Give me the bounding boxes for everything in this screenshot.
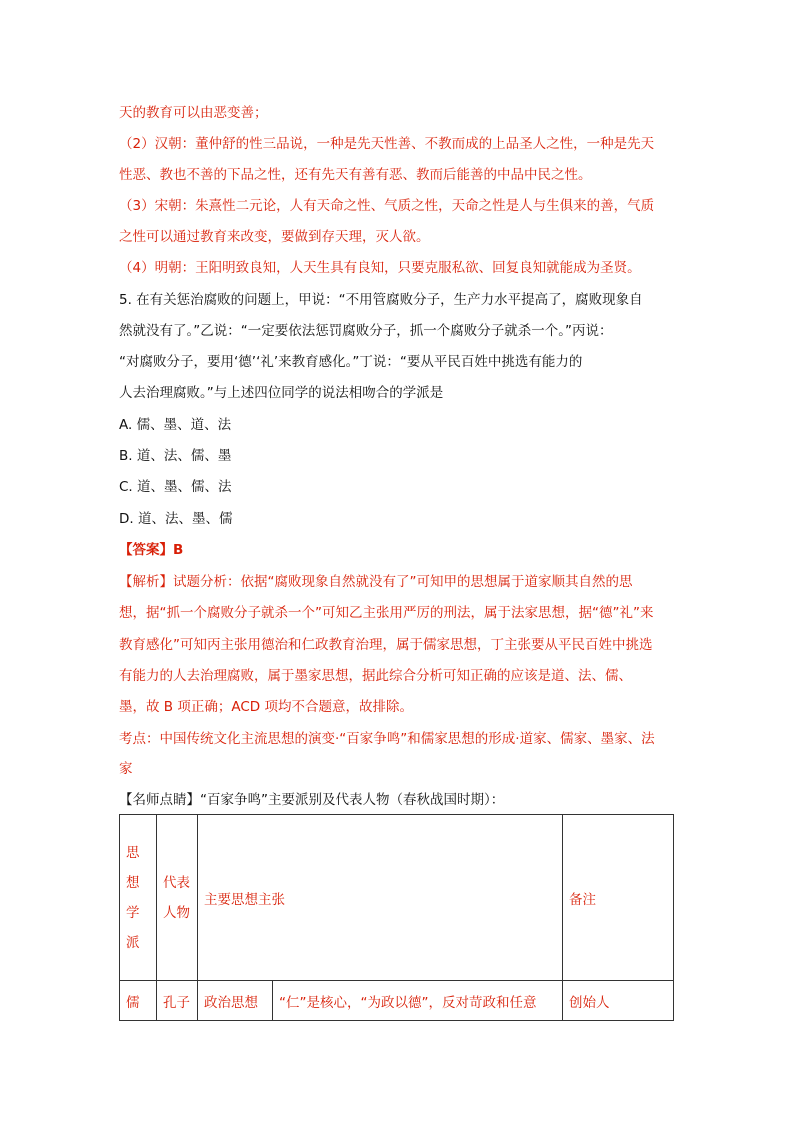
header-note: 备注	[563, 815, 674, 981]
table-row	[120, 981, 674, 1021]
text-line: 墨，故 B 项正确；ACD 项均不合题意，故排除。	[119, 699, 413, 715]
cell-category: 政治思想	[198, 981, 273, 1021]
text-line: 【解析】试题分析：依据“腐败现象自然就没有了”可知甲的思想属于道家顺其自然的思	[119, 574, 633, 590]
header-school-char: 想	[126, 874, 140, 891]
text-line: 教育感化”可知丙主张用德治和仁政教育治理，属于儒家思想，丁主张要从平民百姓中挑选	[119, 637, 653, 653]
header-rep-line: 代表	[163, 874, 190, 891]
text-line: 人去治理腐败。”与上述四位同学的说法相吻合的学派是	[119, 385, 444, 401]
text-line: B. 道、法、儒、墨	[119, 448, 232, 464]
header-representative	[157, 815, 198, 981]
header-school-char: 派	[126, 934, 140, 951]
text-line: C. 道、墨、儒、法	[119, 479, 232, 495]
text-line: D. 道、法、墨、儒	[119, 511, 233, 527]
text-line: 【名师点睛】“百家争鸣”主要派别及代表人物（春秋战国时期）：	[119, 792, 505, 808]
header-school-char: 学	[126, 904, 140, 921]
header-school-char: 思	[126, 844, 140, 861]
text-line: 5. 在有关惩治腐败的问题上，甲说：“不用管腐败分子，生产力水平提高了，腐败现象自	[119, 292, 643, 308]
text-line: 之性可以通过教育来改变，要做到存天理，灭人欲。	[119, 229, 430, 245]
text-line: （3）宋朝：朱熹性二元论，人有天命之性、气质之性，天命之性是人与生俱来的善，气质	[119, 198, 655, 214]
cell-note: 创始人	[563, 981, 674, 1021]
text-line: 家	[119, 761, 133, 777]
text-line: （2）汉朝：董仲舒的性三品说，一种是先天性善、不教而成的上品圣人之性，一种是先天	[119, 136, 655, 152]
text-line: “对腐败分子，要用‘德’‘礼’来教育感化。”丁说：“要从平民百姓中挑选有能力的	[119, 354, 583, 370]
text-line: 性恶、教也不善的下品之性，还有先天有善有恶、教而后能善的中品中民之性。	[119, 167, 592, 183]
cell-school: 儒	[120, 981, 157, 1021]
table-header-row	[120, 815, 674, 981]
header-main-ideas: 主要思想主张	[198, 815, 563, 981]
text-line: 想，据“抓一个腐败分子就杀一个”可知乙主张用严厉的刑法，属于法家思想，据“德”礼”来	[119, 605, 654, 621]
cell-content: “仁”是核心，“为政以德”，反对苛政和任意	[273, 981, 563, 1021]
cell-representative: 孔子	[157, 981, 198, 1021]
text-line: A. 儒、墨、道、法	[119, 417, 232, 433]
header-school	[120, 815, 157, 981]
text-line: 天的教育可以由恶变善；	[119, 105, 268, 121]
text-line: 【答案】B	[119, 542, 184, 558]
text-line: 然就没有了。”乙说：“一定要依法惩罚腐败分子，抓一个腐败分子就杀一个。”丙说：	[119, 323, 613, 339]
header-rep-line: 人物	[163, 904, 190, 921]
text-line: 有能力的人去治理腐败，属于墨家思想，据此综合分析可知正确的应该是道、法、儒、	[119, 668, 632, 684]
text-line: 考点：中国传统文化主流思想的演变·“百家争鸣”和儒家思想的形成·道家、儒家、墨家、法	[119, 731, 655, 747]
text-line: （4）明朝：王阳明致良知，人天生具有良知，只要克服私欲、回复良知就能成为圣贤。	[119, 260, 641, 276]
schools-table	[119, 814, 674, 1021]
